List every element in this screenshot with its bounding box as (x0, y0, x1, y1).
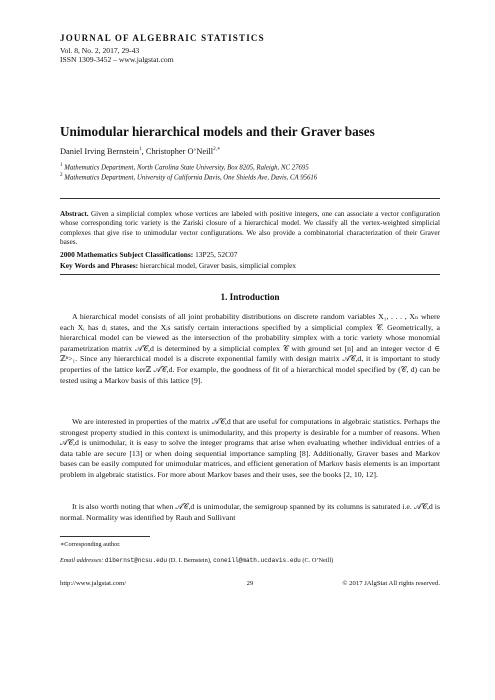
page-number: 29 (246, 580, 254, 587)
affiliation-2-mark: 2 (60, 172, 63, 178)
keywords-line (60, 261, 296, 270)
abstract-text: Given a simplicial complex whose vertices are labeled with positive integers, one can associate a vector configuration whose corresponding toric variety is the Zariski closure of a hierarchical model. We classify all the vertex-weighted simplicial complexes that give rise to unimodular vector configurations. We also provide a combinatorial characterization of their Graver bases. (60, 210, 440, 246)
footer-copyright: © 2017 JAlgStat All rights reserved. (342, 580, 440, 587)
affiliation-1-text: Mathematics Department, North Carolina State University, Box 8205, Raleigh, NC 27695 (64, 164, 309, 172)
email-1-name: (D. I. Bernstein), (168, 557, 212, 564)
affiliation-1-mark: 1 (60, 162, 63, 168)
affiliation-2 (60, 172, 317, 181)
affiliation-1 (60, 162, 309, 171)
msc-value: 13P25, 52C07 (195, 250, 238, 259)
journal-name: JOURNAL OF ALGEBRAIC STATISTICS (60, 33, 265, 43)
email-2-name: (C. O’Neill) (302, 557, 334, 564)
affiliation-2-text: Mathematics Department, University of California Davis, One Shields Ave, Davis, CA 95616 (64, 174, 318, 182)
abstract-label: Abstract. (60, 210, 89, 218)
abstract (60, 210, 440, 247)
intro-paragraph-1: A hierarchical model consists of all joint probability distributions on discrete random variables X₁, . . . , Xₙ where each Xᵢ has dᵢ states, and the Xᵢs satisfy certain interactions specified by a simplicial complex 𝒞. Geometrically, a hierarchical model can be viewed as the intersection of the probability simplex with a toric variety whose monomial parametrization matrix 𝒜𝒞,d is determined by a simplicial complex 𝒞 with ground set [n] and an integer vector d ∈ ℤⁿ>₁. Since any hierarchical model is a discrete exponential family with design matrix 𝒜𝒞,d, it is important to study properties of the lattice kerℤ 𝒜𝒞,d. For example, the goodness of fit of a hierarchical model specified by (𝒞, d) can be tested using a Markov basis of this lattice [9]. (60, 312, 440, 385)
authors (60, 146, 221, 156)
footnote-corresponding: ∗Corresponding author. (60, 541, 121, 548)
author-2-mark: 2,∗ (213, 146, 221, 152)
msc-line (60, 250, 237, 259)
author-1-mark: 1 (139, 146, 142, 152)
msc-label: 2000 Mathematics Subject Classifications: (60, 250, 194, 259)
abstract-top-rule (60, 198, 440, 199)
author-1: Daniel Irving Bernstein (60, 146, 140, 156)
email-2-link[interactable]: coneill@math.ucdavis.edu (213, 557, 301, 564)
intro-paragraph-3: It is also worth noting that when 𝒜𝒞,d is unimodular, the semigroup spanned by its columns is saturated i.e. 𝒜𝒞,d is normal. Normality was identified by Rauh and Sullivant (60, 502, 440, 522)
paper-title: Unimodular hierarchical models and their Graver bases (60, 124, 375, 139)
keywords-label: Key Words and Phrases: (60, 261, 139, 270)
footnote-emails (60, 557, 333, 564)
section-heading: 1. Introduction (220, 292, 280, 302)
footer-url-link[interactable]: http://www.jalgstat.com/ (60, 580, 127, 587)
author-2: , Christopher O’Neill (141, 146, 214, 156)
email-label: Email addresses: (60, 557, 104, 564)
abstract-bottom-rule (60, 274, 440, 275)
journal-volume: Vol. 8, No. 2, 2017, 29-43 (60, 46, 140, 55)
keywords-value: hierarchical model, Graver basis, simplicial complex (139, 261, 297, 270)
footnote-rule (60, 536, 150, 537)
email-1-link[interactable]: dibernst@ncsu.edu (104, 557, 168, 564)
journal-issn: ISSN 1309-3452 – www.jalgstat.com (60, 55, 174, 64)
intro-paragraph-2: We are interested in properties of the matrix 𝒜𝒞,d that are useful for computations in algebraic statistics. Perhaps the strongest property studied in this context is unimodularity, and this property is desirable for a number of reasons. When 𝒜𝒞,d is unimodular, it is easy to solve the integer programs that arise when evaluating whether individual entries of a data table are secure [13] or when doing sequential importance sampling [8]. Additionally, Graver bases and Markov bases can be easily computed for unimodular matrices, and efficient generation of Markov basis elements is an important problem in algebraic statistics. For more about Markov bases and their uses, see the books [2, 10, 12]. (60, 417, 440, 479)
